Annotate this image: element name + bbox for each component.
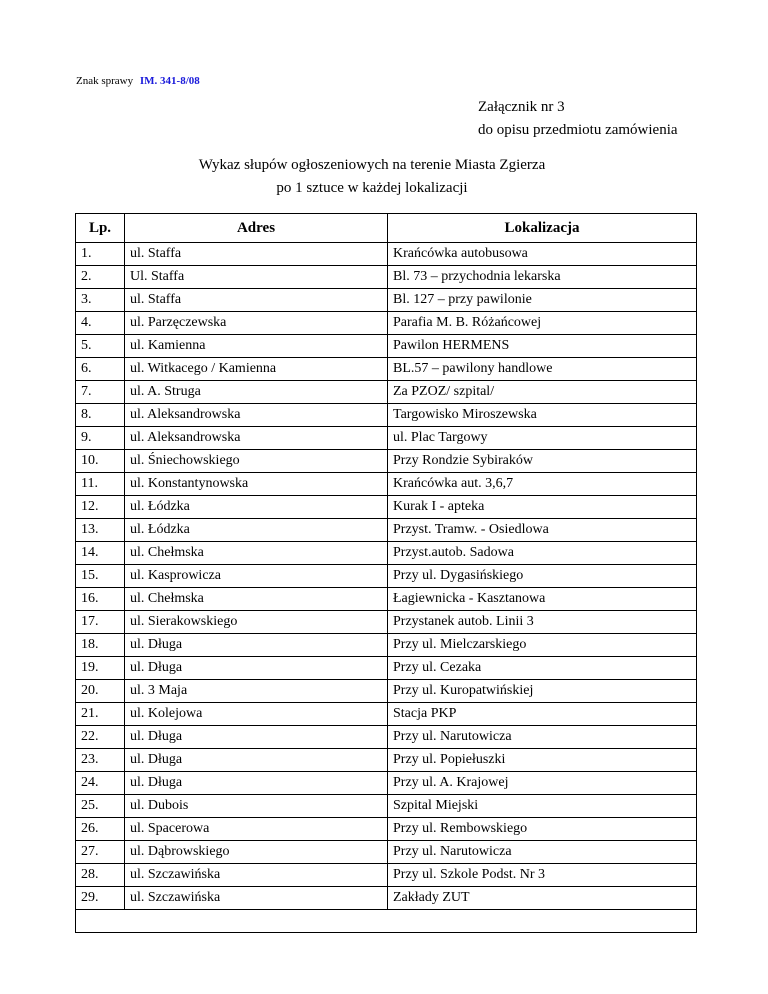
table-row	[76, 266, 697, 289]
attachment-note	[478, 96, 678, 142]
cell-lp: 7.	[76, 381, 125, 404]
table-row	[76, 289, 697, 312]
header-adres: Adres	[125, 214, 388, 243]
table-row	[76, 404, 697, 427]
cell-lp: 17.	[76, 611, 125, 634]
table-row	[76, 519, 697, 542]
cell-adres: ul. Szczawińska	[125, 887, 388, 910]
attachment-line-1: Załącznik nr 3	[478, 99, 565, 115]
table-row	[76, 680, 697, 703]
cell-adres: ul. Witkacego / Kamienna	[125, 358, 388, 381]
table-row	[76, 634, 697, 657]
cell-lokalizacja: Krańcówka autobusowa	[388, 243, 697, 266]
table-row	[76, 565, 697, 588]
cell-lp: 27.	[76, 841, 125, 864]
cell-lp: 14.	[76, 542, 125, 565]
table-row	[76, 864, 697, 887]
cell-adres: ul. Chełmska	[125, 588, 388, 611]
cell-lp: 12.	[76, 496, 125, 519]
cell-lokalizacja: Przy ul. Kuropatwińskiej	[388, 680, 697, 703]
cell-lokalizacja: Targowisko Miroszewska	[388, 404, 697, 427]
table-row	[76, 335, 697, 358]
table-row	[76, 795, 697, 818]
cell-adres: Ul. Staffa	[125, 266, 388, 289]
cell-adres: ul. Aleksandrowska	[125, 404, 388, 427]
cell-lokalizacja: Przy Rondzie Sybiraków	[388, 450, 697, 473]
cell-lokalizacja: Przy ul. Dygasińskiego	[388, 565, 697, 588]
cell-adres: ul. Dąbrowskiego	[125, 841, 388, 864]
cell-lp: 1.	[76, 243, 125, 266]
cell-adres: ul. Staffa	[125, 289, 388, 312]
cell-lokalizacja: Przy ul. Narutowicza	[388, 841, 697, 864]
cell-lp: 19.	[76, 657, 125, 680]
cell-adres: ul. Łódzka	[125, 496, 388, 519]
table-row	[76, 588, 697, 611]
cell-lp: 2.	[76, 266, 125, 289]
cell-lp: 23.	[76, 749, 125, 772]
cell-lokalizacja: Przy ul. Cezaka	[388, 657, 697, 680]
document-title	[0, 154, 744, 200]
cell-adres: ul. Szczawińska	[125, 864, 388, 887]
cell-lokalizacja: BL.57 – pawilony handlowe	[388, 358, 697, 381]
cell-lp: 22.	[76, 726, 125, 749]
cell-lp: 16.	[76, 588, 125, 611]
title-line-1: Wykaz słupów ogłoszeniowych na terenie Miasta Zgierza	[198, 157, 546, 173]
cell-adres: ul. Dubois	[125, 795, 388, 818]
cell-lp: 11.	[76, 473, 125, 496]
cell-lokalizacja: Krańcówka aut. 3,6,7	[388, 473, 697, 496]
cell-adres: ul. Konstantynowska	[125, 473, 388, 496]
cell-adres: ul. A. Struga	[125, 381, 388, 404]
cell-lp: 8.	[76, 404, 125, 427]
cell-lokalizacja: Zakłady ZUT	[388, 887, 697, 910]
table-row	[76, 542, 697, 565]
cell-adres: ul. Długa	[125, 726, 388, 749]
table-row	[76, 312, 697, 335]
table-row	[76, 450, 697, 473]
cell-adres: ul. Aleksandrowska	[125, 427, 388, 450]
cell-lokalizacja: Przy ul. Mielczarskiego	[388, 634, 697, 657]
cell-lp: 3.	[76, 289, 125, 312]
table-row	[76, 703, 697, 726]
table-row	[76, 657, 697, 680]
table-body	[76, 243, 697, 933]
cell-lp: 28.	[76, 864, 125, 887]
table-row	[76, 841, 697, 864]
table-row	[76, 427, 697, 450]
table-row	[76, 818, 697, 841]
cell-adres: ul. Sierakowskiego	[125, 611, 388, 634]
cell-lp: 10.	[76, 450, 125, 473]
cell-lp: 29.	[76, 887, 125, 910]
cell-adres: ul. Parzęczewska	[125, 312, 388, 335]
case-label: Znak sprawy	[76, 75, 134, 87]
table-row	[76, 772, 697, 795]
cell-adres: ul. Łódzka	[125, 519, 388, 542]
cell-adres: ul. Staffa	[125, 243, 388, 266]
table-row	[76, 358, 697, 381]
table-row	[76, 496, 697, 519]
case-number: IM. 341-8/08	[139, 75, 200, 87]
cell-lp: 15.	[76, 565, 125, 588]
table-header-row	[76, 214, 697, 243]
cell-lokalizacja: ul. Plac Targowy	[388, 427, 697, 450]
cell-lokalizacja: Przy ul. Popiełuszki	[388, 749, 697, 772]
cell-adres: ul. Długa	[125, 657, 388, 680]
cell-lokalizacja: Za PZOZ/ szpital/	[388, 381, 697, 404]
cell-lp: 25.	[76, 795, 125, 818]
table-empty-row	[76, 910, 697, 933]
table-row	[76, 726, 697, 749]
cell-lokalizacja: Przystanek autob. Linii 3	[388, 611, 697, 634]
cell-adres: ul. Spacerowa	[125, 818, 388, 841]
cell-adres: ul. Kamienna	[125, 335, 388, 358]
cell-lokalizacja: Łagiewnicka - Kasztanowa	[388, 588, 697, 611]
cell-lp: 21.	[76, 703, 125, 726]
case-reference	[76, 74, 200, 88]
cell-lp: 18.	[76, 634, 125, 657]
cell-lokalizacja: Stacja PKP	[388, 703, 697, 726]
attachment-line-2: do opisu przedmiotu zamówienia	[478, 122, 678, 138]
cell-lokalizacja: Przyst. Tramw. - Osiedlowa	[388, 519, 697, 542]
table-row	[76, 887, 697, 910]
header-lokalizacja: Lokalizacja	[388, 214, 697, 243]
empty-cell	[76, 910, 697, 933]
cell-lokalizacja: Szpital Miejski	[388, 795, 697, 818]
table-row	[76, 473, 697, 496]
title-line-2: po 1 sztuce w każdej lokalizacji	[276, 180, 468, 196]
cell-lp: 5.	[76, 335, 125, 358]
cell-lp: 4.	[76, 312, 125, 335]
cell-lp: 26.	[76, 818, 125, 841]
cell-lokalizacja: Pawilon HERMENS	[388, 335, 697, 358]
table-row	[76, 381, 697, 404]
cell-lp: 24.	[76, 772, 125, 795]
cell-adres: ul. Chełmska	[125, 542, 388, 565]
cell-lp: 6.	[76, 358, 125, 381]
cell-adres: ul. Długa	[125, 749, 388, 772]
cell-adres: ul. Kolejowa	[125, 703, 388, 726]
cell-lokalizacja: Przy ul. Narutowicza	[388, 726, 697, 749]
cell-adres: ul. Śniechowskiego	[125, 450, 388, 473]
cell-lokalizacja: Przy ul. Szkole Podst. Nr 3	[388, 864, 697, 887]
cell-lokalizacja: Bl. 73 – przychodnia lekarska	[388, 266, 697, 289]
cell-lokalizacja: Parafia M. B. Różańcowej	[388, 312, 697, 335]
cell-lokalizacja: Przy ul. A. Krajowej	[388, 772, 697, 795]
cell-lokalizacja: Przy ul. Rembowskiego	[388, 818, 697, 841]
cell-adres: ul. Długa	[125, 772, 388, 795]
header-lp: Lp.	[76, 214, 125, 243]
cell-lokalizacja: Bl. 127 – przy pawilonie	[388, 289, 697, 312]
posts-table	[75, 213, 697, 933]
table-row	[76, 611, 697, 634]
table-row	[76, 243, 697, 266]
cell-lp: 9.	[76, 427, 125, 450]
cell-lp: 20.	[76, 680, 125, 703]
cell-lp: 13.	[76, 519, 125, 542]
cell-adres: ul. Kasprowicza	[125, 565, 388, 588]
table-row	[76, 749, 697, 772]
cell-adres: ul. Długa	[125, 634, 388, 657]
cell-lokalizacja: Przyst.autob. Sadowa	[388, 542, 697, 565]
cell-lokalizacja: Kurak I - apteka	[388, 496, 697, 519]
cell-adres: ul. 3 Maja	[125, 680, 388, 703]
